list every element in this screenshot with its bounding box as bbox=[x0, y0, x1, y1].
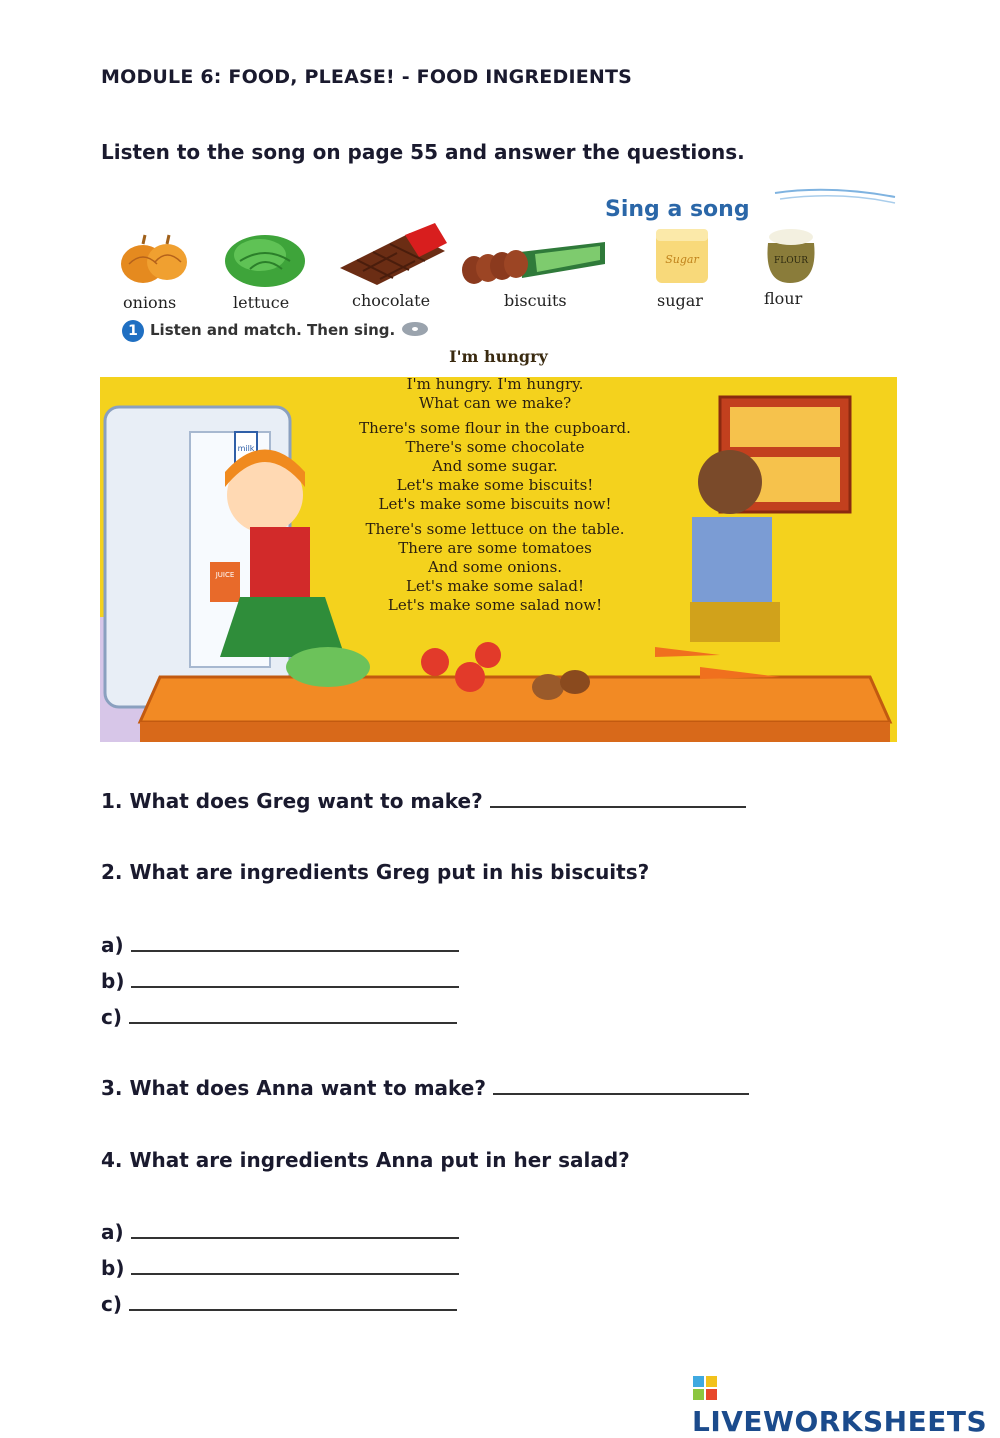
svg-text:JUICE: JUICE bbox=[215, 571, 235, 579]
kitchen-table bbox=[140, 677, 890, 722]
chocolate-icon bbox=[335, 223, 450, 288]
food-label-onions: onions bbox=[123, 293, 177, 312]
question-4-option-c: c) bbox=[101, 1291, 457, 1316]
question-2-option-a: a) bbox=[101, 932, 459, 957]
lyric-line: What can we make? bbox=[418, 394, 572, 412]
question-4-option-b: b) bbox=[101, 1255, 459, 1280]
sugar-icon bbox=[652, 225, 714, 287]
lyric-line: Let's make some biscuits now! bbox=[378, 495, 612, 513]
liveworksheets-logo[interactable]: LIVEWORKSHEETS bbox=[692, 1372, 1000, 1438]
answer-4c-field[interactable] bbox=[129, 1291, 457, 1311]
worksheet-instruction: Listen to the song on page 55 and answer the questions. bbox=[101, 140, 745, 164]
svg-text:FLOUR: FLOUR bbox=[774, 256, 808, 266]
question-3: 3. What does Anna want to make? bbox=[101, 1075, 749, 1100]
question-1: 1. What does Greg want to make? bbox=[101, 788, 746, 813]
answer-1-field[interactable] bbox=[490, 788, 746, 808]
lyric-line: There are some tomatoes bbox=[398, 539, 592, 557]
food-label-biscuits: biscuits bbox=[504, 291, 567, 310]
lyric-line: Let's make some salad now! bbox=[387, 596, 603, 614]
question-2-option-c: c) bbox=[101, 1004, 457, 1029]
question-4: 4. What are ingredients Anna put in her salad? bbox=[101, 1148, 630, 1172]
biscuits-icon bbox=[460, 240, 610, 290]
lyric-line: There's some lettuce on the table. bbox=[365, 520, 625, 538]
question-2-option-b: b) bbox=[101, 968, 459, 993]
boy-greg bbox=[698, 450, 762, 514]
activity-number: 1 bbox=[122, 320, 144, 342]
answer-2a-field[interactable] bbox=[131, 932, 459, 952]
cd-icon bbox=[400, 321, 430, 337]
food-label-lettuce: lettuce bbox=[233, 293, 290, 312]
answer-2c-field[interactable] bbox=[129, 1004, 457, 1024]
lettuce-icon bbox=[220, 225, 310, 290]
food-label-chocolate: chocolate bbox=[352, 291, 431, 310]
sing-a-song-heading: Sing a song bbox=[605, 197, 750, 222]
answer-3-field[interactable] bbox=[493, 1075, 749, 1095]
food-label-flour: flour bbox=[764, 289, 803, 308]
lyric-line: I'm hungry. I'm hungry. bbox=[406, 375, 584, 393]
flour-icon bbox=[760, 223, 822, 285]
swoosh-decoration bbox=[770, 185, 897, 205]
activity-instruction: 1 Listen and match. Then sing. bbox=[122, 320, 430, 342]
lyric-line: Let's make some biscuits! bbox=[396, 476, 594, 494]
lyric-line: Let's make some salad! bbox=[406, 577, 584, 595]
worksheet-title: MODULE 6: FOOD, PLEASE! - FOOD INGREDIENTS bbox=[101, 66, 633, 88]
question-2: 2. What are ingredients Greg put in his biscuits? bbox=[101, 860, 650, 884]
answer-4a-field[interactable] bbox=[131, 1219, 459, 1239]
lyric-line: There's some chocolate bbox=[405, 438, 585, 456]
food-label-sugar: sugar bbox=[657, 291, 703, 310]
liveworksheets-icon bbox=[692, 1375, 718, 1401]
answer-2b-field[interactable] bbox=[131, 968, 459, 988]
lyric-line: And some onions. bbox=[427, 558, 563, 576]
svg-text:milk: milk bbox=[237, 444, 255, 453]
lyric-line: And some sugar. bbox=[432, 457, 558, 475]
svg-text:Sugar: Sugar bbox=[665, 253, 699, 266]
answer-4b-field[interactable] bbox=[131, 1255, 459, 1275]
onions-icon bbox=[115, 230, 195, 288]
song-title: I'm hungry bbox=[449, 347, 548, 366]
question-4-option-a: a) bbox=[101, 1219, 459, 1244]
song-lyrics bbox=[330, 375, 660, 615]
song-illustration bbox=[100, 185, 897, 742]
lyric-line: There's some flour in the cupboard. bbox=[359, 419, 631, 437]
